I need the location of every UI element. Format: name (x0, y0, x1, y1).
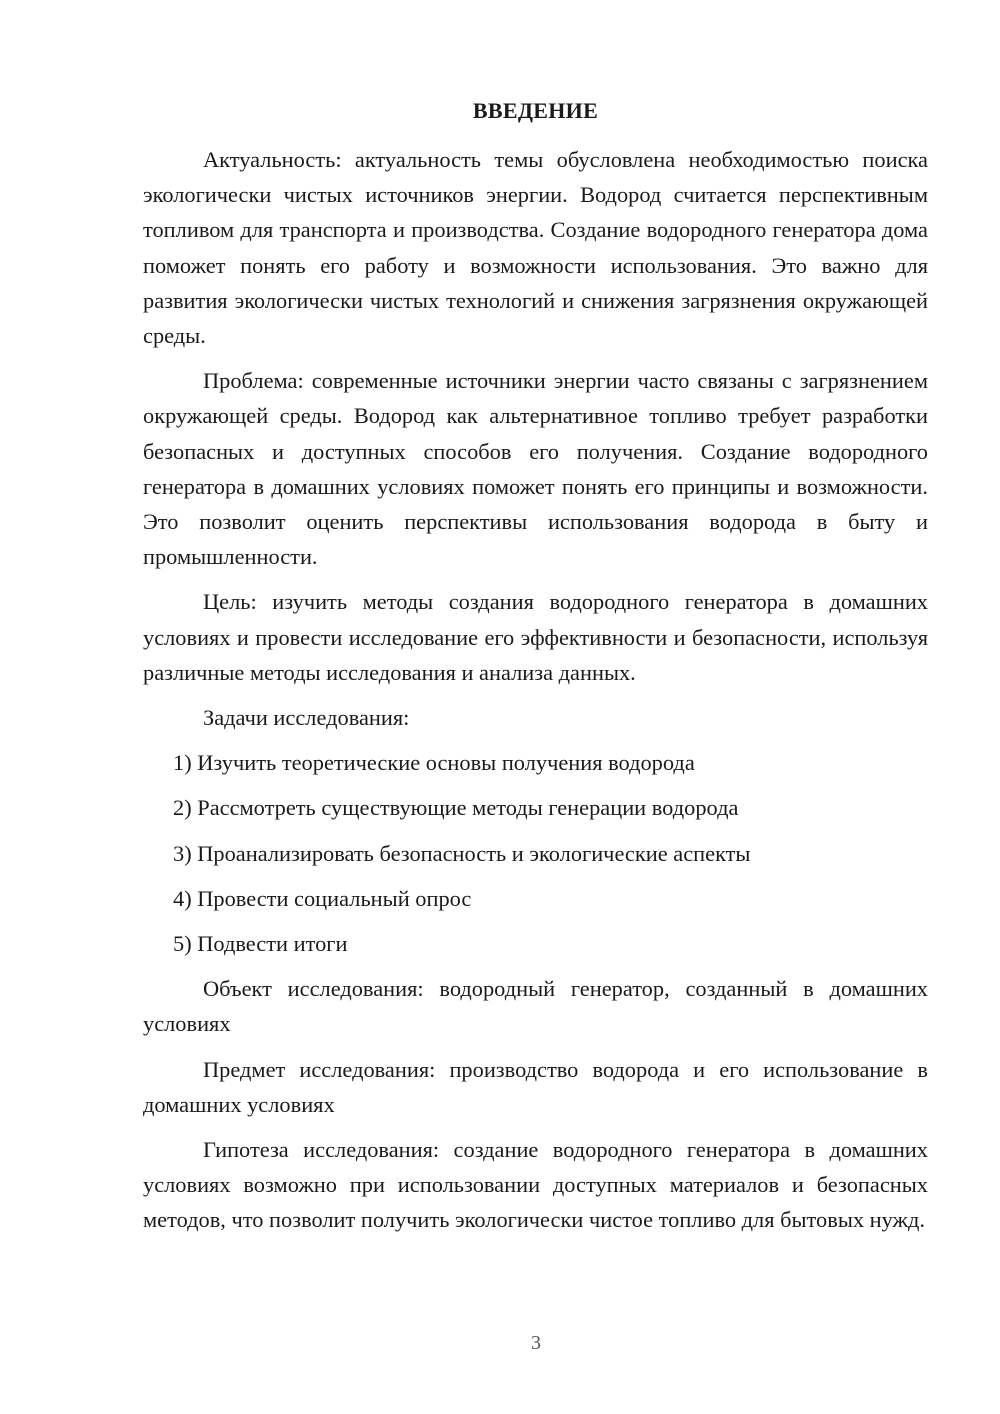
goal-paragraph: Цель: изучить методы создания водородного генератора в домашних условиях и провести исследование его эффективности и безопасности, используя различные методы исследования и анализа данных. (143, 589, 928, 685)
task-item: 1) Изучить теоретические основы получения водорода (173, 750, 695, 776)
object-paragraph: Объект исследования: водородный генератор, созданный в домашних условиях (143, 976, 928, 1037)
tasks-heading: Задачи исследования: (203, 705, 410, 731)
problem-paragraph: Проблема: современные источники энергии часто связаны с загрязнением окружающей среды. Водород как альтернативное топливо требует разработки безопасных и доступных способов его получения. Создание водородного генератора в домашних условиях поможет понять его принципы и возможности. Это позволит оценить перспективы использования водорода в быту и промышленности. (143, 368, 928, 570)
task-item: 3) Проанализировать безопасность и экологические аспекты (173, 840, 751, 866)
page-number: 3 (531, 1332, 541, 1354)
task-item: 2) Рассмотреть существующие методы генерации водорода (173, 795, 739, 821)
document-body (143, 142, 928, 1248)
task-item: 4) Провести социальный опрос (173, 885, 472, 911)
relevance-paragraph: Актуальность: актуальность темы обусловлена необходимостью поиска экологически чистых источников энергии. Водород считается перспективным топливом для транспорта и производства. Создание водородного генератора дома поможет понять его работу и возможности использования. Это важно для развития экологически чистых технологий и снижения загрязнения окружающей среды. (143, 147, 928, 349)
page-title: ВВЕДЕНИЕ (472, 98, 599, 123)
subject-paragraph: Предмет исследования: производство водорода и его использование в домашних условиях (143, 1056, 928, 1117)
task-item: 5) Подвести итоги (173, 931, 348, 957)
hypothesis-paragraph: Гипотеза исследования: создание водородного генератора в домашних условиях возможно при использовании доступных материалов и безопасных методов, что позволит получить экологически чистое топливо для бытовых нужд. (143, 1137, 928, 1233)
task-list (143, 745, 928, 961)
